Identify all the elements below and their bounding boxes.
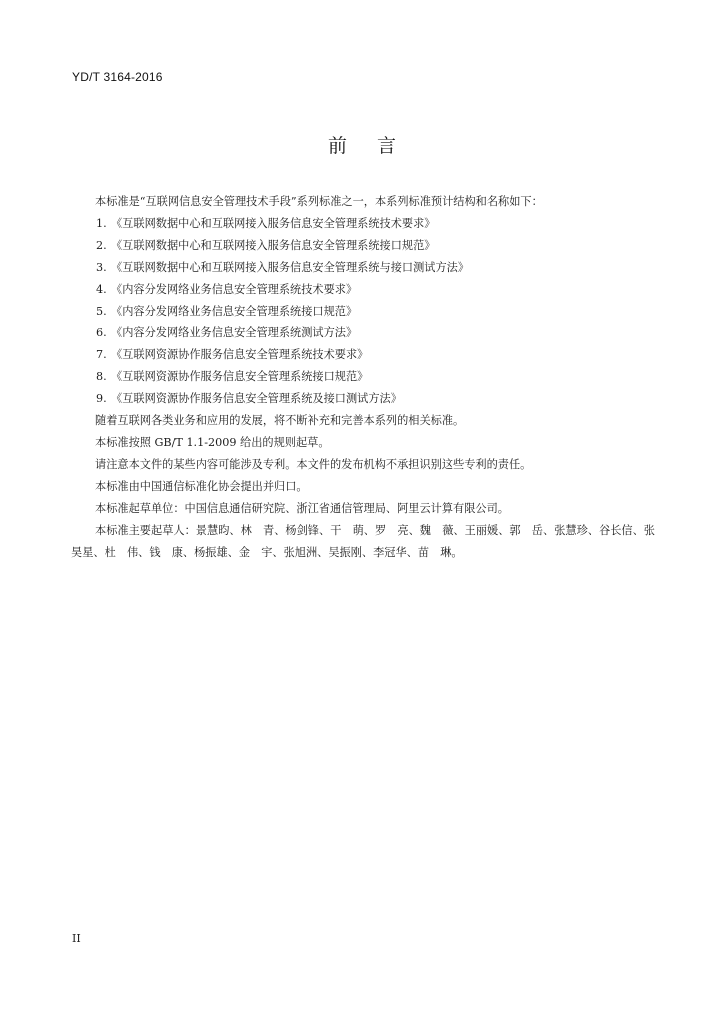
- page-title: 前言: [327, 135, 426, 157]
- drafting-rules-paragraph: 本标准按照 GB/T 1.1-2009 给出的规则起草。: [95, 435, 330, 449]
- series-item-number: 6.: [96, 326, 107, 340]
- foreword-body: [71, 191, 655, 563]
- drafters-paragraph: 本标准主要起草人：景慧昀、林 青、杨剑锋、干 萌、罗 亮、魏 薇、王丽媛、郭 岳、张慧珍、谷长信、张昊星、杜 伟、钱 康、杨振雄、金 宇、张旭洲、吴振刚、李冠华、苗 琳。: [71, 523, 655, 559]
- series-item-title: 《互联网资源协作服务信息安全管理系统接口规范》: [111, 370, 369, 384]
- series-item-number: 7.: [96, 348, 107, 362]
- series-item: [71, 213, 655, 235]
- patent-notice-paragraph: 请注意本文件的某些内容可能涉及专利。本文件的发布机构不承担识别这些专利的责任。: [95, 457, 532, 471]
- series-item-number: 2.: [96, 238, 107, 252]
- series-item-title: 《互联网资源协作服务信息安全管理系统技术要求》: [111, 348, 369, 362]
- development-paragraph: 随着互联网各类业务和应用的发展，将不断补充和完善本系列的相关标准。: [95, 414, 465, 428]
- series-item: [71, 322, 655, 344]
- series-item: [71, 235, 655, 257]
- proposer-paragraph: 本标准由中国通信标准化协会提出并归口。: [95, 479, 308, 493]
- series-item-number: 4.: [96, 282, 107, 296]
- series-list: [71, 213, 655, 410]
- series-item-number: 5.: [96, 304, 107, 318]
- series-item-number: 8.: [96, 370, 107, 384]
- series-item: [71, 279, 655, 301]
- series-item-number: 9.: [96, 392, 107, 406]
- series-item-title: 《内容分发网络业务信息安全管理系统技术要求》: [111, 282, 358, 296]
- series-item-number: 3.: [96, 260, 107, 274]
- series-item: [71, 344, 655, 366]
- series-item: [71, 257, 655, 279]
- drafting-units-paragraph: 本标准起草单位：中国信息通信研究院、浙江省通信管理局、阿里云计算有限公司。: [95, 501, 509, 515]
- series-item: [71, 388, 655, 410]
- series-item-title: 《互联网数据中心和互联网接入服务信息安全管理系统接口规范》: [111, 238, 436, 252]
- series-item-title: 《互联网数据中心和互联网接入服务信息安全管理系统技术要求》: [111, 216, 436, 230]
- series-item-title: 《互联网资源协作服务信息安全管理系统及接口测试方法》: [111, 392, 402, 406]
- series-item-title: 《互联网数据中心和互联网接入服务信息安全管理系统与接口测试方法》: [111, 260, 470, 274]
- series-item: [71, 366, 655, 388]
- series-item-title: 《内容分发网络业务信息安全管理系统接口规范》: [111, 304, 358, 318]
- series-item-title: 《内容分发网络业务信息安全管理系统测试方法》: [111, 326, 358, 340]
- standard-id: YD/T 3164-2016: [72, 70, 163, 84]
- series-item-number: 1.: [96, 216, 107, 230]
- series-item: [71, 301, 655, 323]
- page-number: II: [72, 932, 81, 945]
- intro-paragraph: 本标准是“互联网信息安全管理技术手段”系列标准之一，本系列标准预计结构和名称如下：: [95, 195, 543, 208]
